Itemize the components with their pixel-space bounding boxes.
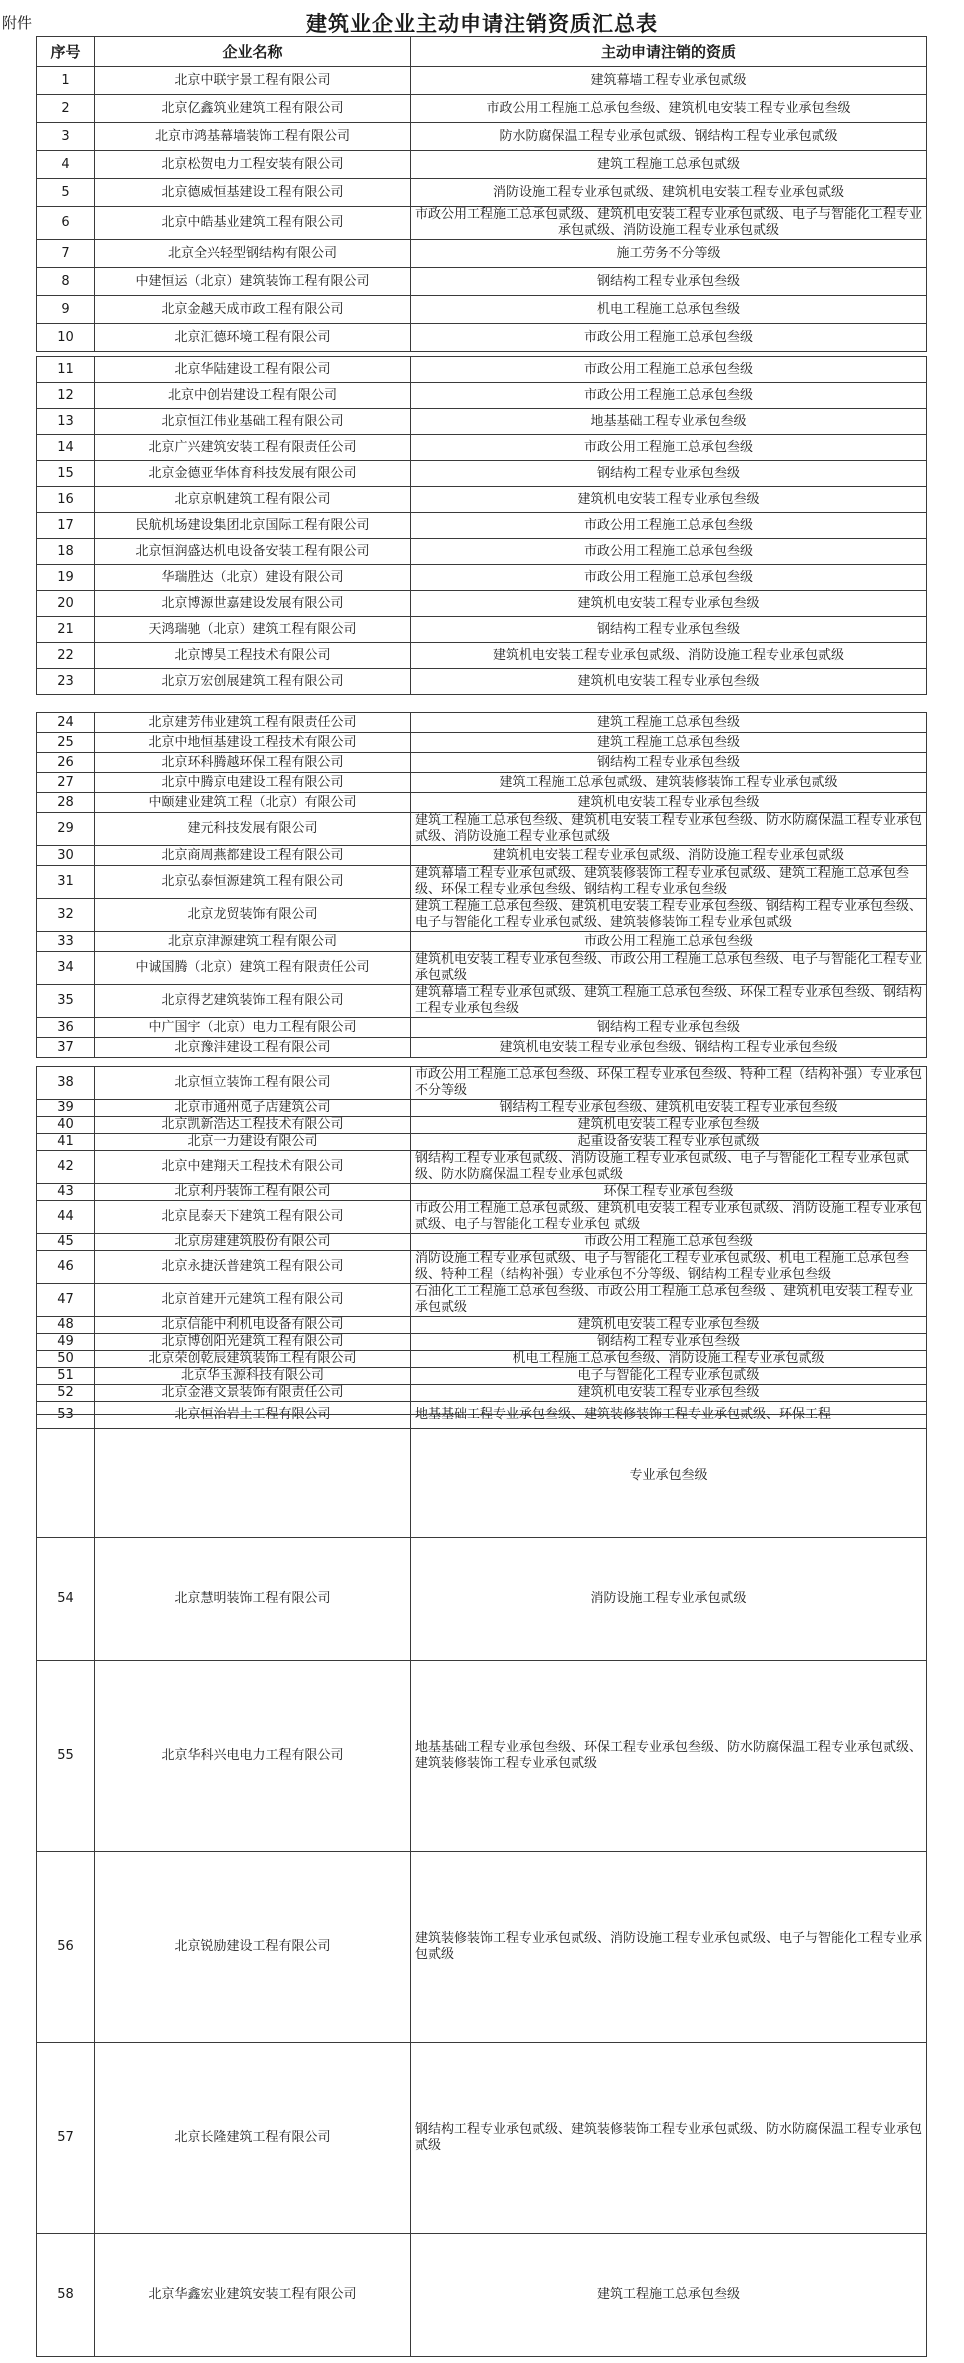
table-row <box>37 1385 927 1402</box>
company-name: 北京中皓基业建筑工程有限公司 <box>95 207 411 240</box>
company-name: 北京恒立装饰工程有限公司 <box>95 1067 411 1100</box>
table-row <box>37 1038 927 1058</box>
row-number: 33 <box>37 932 95 952</box>
company-name: 北京市鸿基幕墙装饰工程有限公司 <box>95 123 411 151</box>
qualification: 建筑工程施工总承包叁级、建筑机电安装工程专业承包叁级、防水防腐保温工程专业承包贰级、消防设施工程专业承包贰级 <box>411 813 927 846</box>
company-name: 北京荣创乾辰建筑装饰工程有限公司 <box>95 1351 411 1368</box>
qualification: 环保工程专业承包叁级 <box>411 1184 927 1201</box>
company-name: 北京华科兴电电力工程有限公司 <box>95 1661 411 1852</box>
company-name: 北京环科腾越环保工程有限公司 <box>95 753 411 773</box>
row-number: 12 <box>37 383 95 409</box>
row-number: 5 <box>37 179 95 207</box>
table-row <box>37 565 927 591</box>
qualification: 建筑工程施工总承包叁级 <box>411 733 927 753</box>
table-row <box>37 1201 927 1234</box>
table-row <box>37 899 927 932</box>
qualification: 建筑工程施工总承包叁级 <box>411 2234 927 2357</box>
qualification-table-section <box>36 1414 927 2357</box>
row-number: 27 <box>37 773 95 793</box>
table-row <box>37 95 927 123</box>
attachment-label: 附件 <box>2 14 33 32</box>
company-name: 北京金越天成市政工程有限公司 <box>95 296 411 324</box>
row-number: 15 <box>37 461 95 487</box>
company-name: 民航机场建设集团北京国际工程有限公司 <box>95 513 411 539</box>
qualification: 钢结构工程专业承包贰级、消防设施工程专业承包贰级、电子与智能化工程专业承包贰级、防水防腐保温工程专业承包贰级 <box>411 1151 927 1184</box>
qualification: 机电工程施工总承包叁级 <box>411 296 927 324</box>
row-number: 48 <box>37 1317 95 1334</box>
qualification: 消防设施工程专业承包贰级、电子与智能化工程专业承包贰级、机电工程施工总承包叁级、特种工程（结构补强）专业承包不分等级、钢结构工程专业承包叁级 <box>411 1251 927 1284</box>
row-number: 23 <box>37 669 95 695</box>
table-row <box>37 539 927 565</box>
qualification: 石油化工工程施工总承包叁级、市政公用工程施工总承包叁级 、建筑机电安装工程专业承包贰级 <box>411 1284 927 1317</box>
company-name: 北京利丹装饰工程有限公司 <box>95 1184 411 1201</box>
table-row <box>37 1151 927 1184</box>
company-name: 北京京帆建筑工程有限公司 <box>95 487 411 513</box>
row-number: 38 <box>37 1067 95 1100</box>
row-number: 21 <box>37 617 95 643</box>
qualification: 消防设施工程专业承包贰级、建筑机电安装工程专业承包贰级 <box>411 179 927 207</box>
table-row <box>37 179 927 207</box>
column-header: 主动申请注销的资质 <box>411 37 927 67</box>
qualification: 地基基础工程专业承包叁级、建筑装修装饰工程专业承包贰级、环保工程 <box>411 1402 927 1429</box>
qualification: 市政公用工程施工总承包叁级 <box>411 565 927 591</box>
table-row <box>37 1067 927 1100</box>
table-row <box>37 513 927 539</box>
qualification: 施工劳务不分等级 <box>411 240 927 268</box>
company-name: 中建恒运（北京）建筑装饰工程有限公司 <box>95 268 411 296</box>
company-name: 北京商周燕都建设工程有限公司 <box>95 846 411 866</box>
row-number: 7 <box>37 240 95 268</box>
qualification: 市政公用工程施工总承包叁级 <box>411 357 927 383</box>
row-number: 30 <box>37 846 95 866</box>
row-number: 24 <box>37 713 95 733</box>
company-name: 中广国宇（北京）电力工程有限公司 <box>95 1018 411 1038</box>
qualification: 钢结构工程专业承包叁级 <box>411 753 927 773</box>
row-number: 26 <box>37 753 95 773</box>
company-name: 北京金德亚华体育科技发展有限公司 <box>95 461 411 487</box>
company-name: 北京恒江伟业基础工程有限公司 <box>95 409 411 435</box>
row-number: 10 <box>37 324 95 352</box>
table-row <box>37 985 927 1018</box>
company-name: 北京房建建筑股份有限公司 <box>95 1234 411 1251</box>
row-number <box>37 1415 95 1538</box>
table-row <box>37 1538 927 1661</box>
company-name: 北京亿鑫筑业建筑工程有限公司 <box>95 95 411 123</box>
table-row <box>37 753 927 773</box>
company-name: 北京广兴建筑安装工程有限责任公司 <box>95 435 411 461</box>
table-header-row <box>37 37 927 67</box>
company-name: 北京华玉源科技有限公司 <box>95 1368 411 1385</box>
table-row <box>37 1351 927 1368</box>
company-name: 北京博昊工程技术有限公司 <box>95 643 411 669</box>
table-row <box>37 461 927 487</box>
company-name: 北京市通州觅子店建筑公司 <box>95 1100 411 1117</box>
qualification: 钢结构工程专业承包叁级 <box>411 461 927 487</box>
qualification: 地基基础工程专业承包叁级 <box>411 409 927 435</box>
table-row <box>37 1100 927 1117</box>
table-row <box>37 846 927 866</box>
company-name: 北京弘泰恒源建筑工程有限公司 <box>95 866 411 899</box>
table-row <box>37 296 927 324</box>
table-row <box>37 1117 927 1134</box>
table-row <box>37 793 927 813</box>
column-header: 序号 <box>37 37 95 67</box>
table-row <box>37 2234 927 2357</box>
qualification: 市政公用工程施工总承包贰级、建筑机电安装工程专业承包贰级、消防设施工程专业承包贰级、电子与智能化工程专业承包 贰级 <box>411 1201 927 1234</box>
company-name: 北京恒润盛达机电设备安装工程有限公司 <box>95 539 411 565</box>
company-name: 北京凯新浩达工程技术有限公司 <box>95 1117 411 1134</box>
company-name: 北京豫沣建设工程有限公司 <box>95 1038 411 1058</box>
table-row <box>37 67 927 95</box>
row-number: 6 <box>37 207 95 240</box>
company-name: 北京金港文景装饰有限责任公司 <box>95 1385 411 1402</box>
row-number: 35 <box>37 985 95 1018</box>
row-number: 50 <box>37 1351 95 1368</box>
row-number: 49 <box>37 1334 95 1351</box>
qualification: 钢结构工程专业承包叁级、建筑机电安装工程专业承包叁级 <box>411 1100 927 1117</box>
company-name: 中诚国腾（北京）建筑工程有限责任公司 <box>95 952 411 985</box>
table-row <box>37 813 927 846</box>
company-name: 北京永捷沃普建筑工程有限公司 <box>95 1251 411 1284</box>
row-number: 42 <box>37 1151 95 1184</box>
qualification-table-section <box>36 1066 927 1429</box>
company-name: 北京博创阳光建筑工程有限公司 <box>95 1334 411 1351</box>
qualification: 市政公用工程施工总承包贰级、建筑机电安装工程专业承包贰级、电子与智能化工程专业承包贰级、消防设施工程专业承包贰级 <box>411 207 927 240</box>
row-number: 36 <box>37 1018 95 1038</box>
row-number: 40 <box>37 1117 95 1134</box>
row-number: 16 <box>37 487 95 513</box>
qualification: 建筑幕墙工程专业承包贰级、建筑装修装饰工程专业承包贰级、建筑工程施工总承包叁级、环保工程专业承包叁级、钢结构工程专业承包叁级 <box>411 866 927 899</box>
document-title: 建筑业企业主动申请注销资质汇总表 <box>306 12 658 36</box>
company-name: 北京松贺电力工程安装有限公司 <box>95 151 411 179</box>
qualification: 市政公用工程施工总承包叁级 <box>411 324 927 352</box>
qualification: 钢结构工程专业承包贰级、建筑装修装饰工程专业承包贰级、防水防腐保温工程专业承包贰级 <box>411 2043 927 2234</box>
table-row <box>37 151 927 179</box>
column-header: 企业名称 <box>95 37 411 67</box>
company-name: 北京昆泰天下建筑工程有限公司 <box>95 1201 411 1234</box>
company-name: 北京锐励建设工程有限公司 <box>95 1852 411 2043</box>
row-number: 34 <box>37 952 95 985</box>
qualification: 钢结构工程专业承包叁级 <box>411 268 927 296</box>
company-name: 北京中联宇景工程有限公司 <box>95 67 411 95</box>
qualification: 建筑幕墙工程专业承包贰级 <box>411 67 927 95</box>
row-number: 17 <box>37 513 95 539</box>
company-name: 北京恒治岩土工程有限公司 <box>95 1402 411 1429</box>
qualification: 建筑机电安装工程专业承包贰级、消防设施工程专业承包贰级 <box>411 846 927 866</box>
row-number: 4 <box>37 151 95 179</box>
table-row <box>37 617 927 643</box>
company-name: 北京全兴轻型钢结构有限公司 <box>95 240 411 268</box>
company-name: 北京中建翔天工程技术有限公司 <box>95 1151 411 1184</box>
table-row <box>37 713 927 733</box>
company-name: 北京华鑫宏业建筑安装工程有限公司 <box>95 2234 411 2357</box>
table-row <box>37 591 927 617</box>
table-row <box>37 1661 927 1852</box>
company-name: 北京德威恒基建设工程有限公司 <box>95 179 411 207</box>
qualification: 建筑机电安装工程专业承包叁级 <box>411 591 927 617</box>
table-row <box>37 773 927 793</box>
table-row <box>37 1317 927 1334</box>
qualification: 建筑机电安装工程专业承包叁级 <box>411 487 927 513</box>
row-number: 13 <box>37 409 95 435</box>
table-row <box>37 1018 927 1038</box>
table-row <box>37 932 927 952</box>
table-row <box>37 952 927 985</box>
qualification: 市政公用工程施工总承包叁级、建筑机电安装工程专业承包叁级 <box>411 95 927 123</box>
company-name: 北京首建开元建筑工程有限公司 <box>95 1284 411 1317</box>
table-row <box>37 1234 927 1251</box>
qualification: 起重设备安装工程专业承包贰级 <box>411 1134 927 1151</box>
company-name: 北京万宏创展建筑工程有限公司 <box>95 669 411 695</box>
row-number: 32 <box>37 899 95 932</box>
company-name: 建元科技发展有限公司 <box>95 813 411 846</box>
table-row <box>37 207 927 240</box>
table-row <box>37 123 927 151</box>
qualification-table-section <box>36 712 927 1058</box>
qualification: 消防设施工程专业承包贰级 <box>411 1538 927 1661</box>
table-row <box>37 733 927 753</box>
row-number: 55 <box>37 1661 95 1852</box>
qualification-table-section <box>36 356 927 695</box>
row-number: 39 <box>37 1100 95 1117</box>
row-number: 45 <box>37 1234 95 1251</box>
qualification: 市政公用工程施工总承包叁级 <box>411 383 927 409</box>
table-row <box>37 2043 927 2234</box>
row-number: 9 <box>37 296 95 324</box>
company-name: 北京中创岩建设工程有限公司 <box>95 383 411 409</box>
qualification-table-section <box>36 36 927 352</box>
qualification: 建筑工程施工总承包叁级、建筑机电安装工程专业承包叁级、钢结构工程专业承包叁级、电子与智能化工程专业承包贰级、建筑装修装饰工程专业承包贰级 <box>411 899 927 932</box>
qualification: 建筑机电安装工程专业承包叁级、钢结构工程专业承包叁级 <box>411 1038 927 1058</box>
row-number: 31 <box>37 866 95 899</box>
qualification: 市政公用工程施工总承包叁级 <box>411 539 927 565</box>
row-number: 47 <box>37 1284 95 1317</box>
row-number: 37 <box>37 1038 95 1058</box>
qualification: 市政公用工程施工总承包叁级、环保工程专业承包叁级、特种工程（结构补强）专业承包不分等级 <box>411 1067 927 1100</box>
qualification: 建筑机电安装工程专业承包叁级 <box>411 1385 927 1402</box>
row-number: 57 <box>37 2043 95 2234</box>
table-row <box>37 1284 927 1317</box>
row-number: 25 <box>37 733 95 753</box>
table-row <box>37 1334 927 1351</box>
row-number: 54 <box>37 1538 95 1661</box>
qualification: 建筑工程施工总承包贰级 <box>411 151 927 179</box>
qualification: 专业承包叁级 <box>411 1415 927 1538</box>
table-row <box>37 487 927 513</box>
table-row <box>37 240 927 268</box>
company-name: 北京一力建设有限公司 <box>95 1134 411 1151</box>
row-number: 1 <box>37 67 95 95</box>
table-row <box>37 643 927 669</box>
table-row <box>37 1368 927 1385</box>
table-row <box>37 1134 927 1151</box>
qualification: 建筑装修装饰工程专业承包贰级、消防设施工程专业承包贰级、电子与智能化工程专业承包贰级 <box>411 1852 927 2043</box>
row-number: 22 <box>37 643 95 669</box>
table-row <box>37 866 927 899</box>
company-name: 华瑞胜达（北京）建设有限公司 <box>95 565 411 591</box>
table-row <box>37 268 927 296</box>
qualification: 市政公用工程施工总承包叁级 <box>411 435 927 461</box>
table-row <box>37 1415 927 1538</box>
company-name: 北京京津源建筑工程有限公司 <box>95 932 411 952</box>
row-number: 18 <box>37 539 95 565</box>
company-name: 北京慧明装饰工程有限公司 <box>95 1538 411 1661</box>
company-name: 北京博源世嘉建设发展有限公司 <box>95 591 411 617</box>
row-number: 28 <box>37 793 95 813</box>
company-name: 北京长隆建筑工程有限公司 <box>95 2043 411 2234</box>
qualification: 建筑幕墙工程专业承包贰级、建筑工程施工总承包叁级、环保工程专业承包叁级、钢结构工程专业承包叁级 <box>411 985 927 1018</box>
qualification: 市政公用工程施工总承包叁级 <box>411 932 927 952</box>
company-name: 天鸿瑞驰（北京）建筑工程有限公司 <box>95 617 411 643</box>
qualification: 钢结构工程专业承包叁级 <box>411 617 927 643</box>
qualification: 建筑机电安装工程专业承包叁级 <box>411 793 927 813</box>
company-name: 中颐建业建筑工程（北京）有限公司 <box>95 793 411 813</box>
company-name: 北京得艺建筑装饰工程有限公司 <box>95 985 411 1018</box>
company-name: 北京华陆建设工程有限公司 <box>95 357 411 383</box>
table-row <box>37 669 927 695</box>
table-row <box>37 324 927 352</box>
qualification: 市政公用工程施工总承包叁级 <box>411 1234 927 1251</box>
company-name: 北京中腾京电建设工程有限公司 <box>95 773 411 793</box>
qualification: 建筑机电安装工程专业承包叁级 <box>411 669 927 695</box>
company-name <box>95 1415 411 1538</box>
row-number: 44 <box>37 1201 95 1234</box>
qualification: 建筑机电安装工程专业承包叁级、市政公用工程施工总承包叁级、电子与智能化工程专业承包贰级 <box>411 952 927 985</box>
table-row <box>37 435 927 461</box>
table-row <box>37 1184 927 1201</box>
table-row <box>37 1852 927 2043</box>
row-number: 41 <box>37 1134 95 1151</box>
company-name: 北京建芳伟业建筑工程有限责任公司 <box>95 713 411 733</box>
qualification: 建筑机电安装工程专业承包贰级、消防设施工程专业承包贰级 <box>411 643 927 669</box>
qualification: 建筑机电安装工程专业承包叁级 <box>411 1117 927 1134</box>
row-number: 58 <box>37 2234 95 2357</box>
row-number: 20 <box>37 591 95 617</box>
row-number: 43 <box>37 1184 95 1201</box>
table-row <box>37 357 927 383</box>
qualification: 市政公用工程施工总承包叁级 <box>411 513 927 539</box>
row-number: 53 <box>37 1402 95 1429</box>
row-number: 11 <box>37 357 95 383</box>
row-number: 2 <box>37 95 95 123</box>
row-number: 14 <box>37 435 95 461</box>
row-number: 56 <box>37 1852 95 2043</box>
qualification: 电子与智能化工程专业承包贰级 <box>411 1368 927 1385</box>
qualification: 防水防腐保温工程专业承包贰级、钢结构工程专业承包贰级 <box>411 123 927 151</box>
row-number: 46 <box>37 1251 95 1284</box>
table-row <box>37 383 927 409</box>
qualification: 建筑工程施工总承包叁级 <box>411 713 927 733</box>
row-number: 51 <box>37 1368 95 1385</box>
row-number: 19 <box>37 565 95 591</box>
row-number: 8 <box>37 268 95 296</box>
qualification: 建筑机电安装工程专业承包叁级 <box>411 1317 927 1334</box>
row-number: 29 <box>37 813 95 846</box>
company-name: 北京中地恒基建设工程技术有限公司 <box>95 733 411 753</box>
qualification: 机电工程施工总承包叁级、消防设施工程专业承包贰级 <box>411 1351 927 1368</box>
company-name: 北京龙贸装饰有限公司 <box>95 899 411 932</box>
table-row <box>37 409 927 435</box>
qualification: 钢结构工程专业承包叁级 <box>411 1018 927 1038</box>
qualification: 建筑工程施工总承包贰级、建筑装修装饰工程专业承包贰级 <box>411 773 927 793</box>
qualification: 地基基础工程专业承包叁级、环保工程专业承包叁级、防水防腐保温工程专业承包贰级、建筑装修装饰工程专业承包贰级 <box>411 1661 927 1852</box>
row-number: 52 <box>37 1385 95 1402</box>
table-row <box>37 1251 927 1284</box>
company-name: 北京信能中利机电设备有限公司 <box>95 1317 411 1334</box>
row-number: 3 <box>37 123 95 151</box>
company-name: 北京汇德环境工程有限公司 <box>95 324 411 352</box>
qualification: 钢结构工程专业承包叁级 <box>411 1334 927 1351</box>
